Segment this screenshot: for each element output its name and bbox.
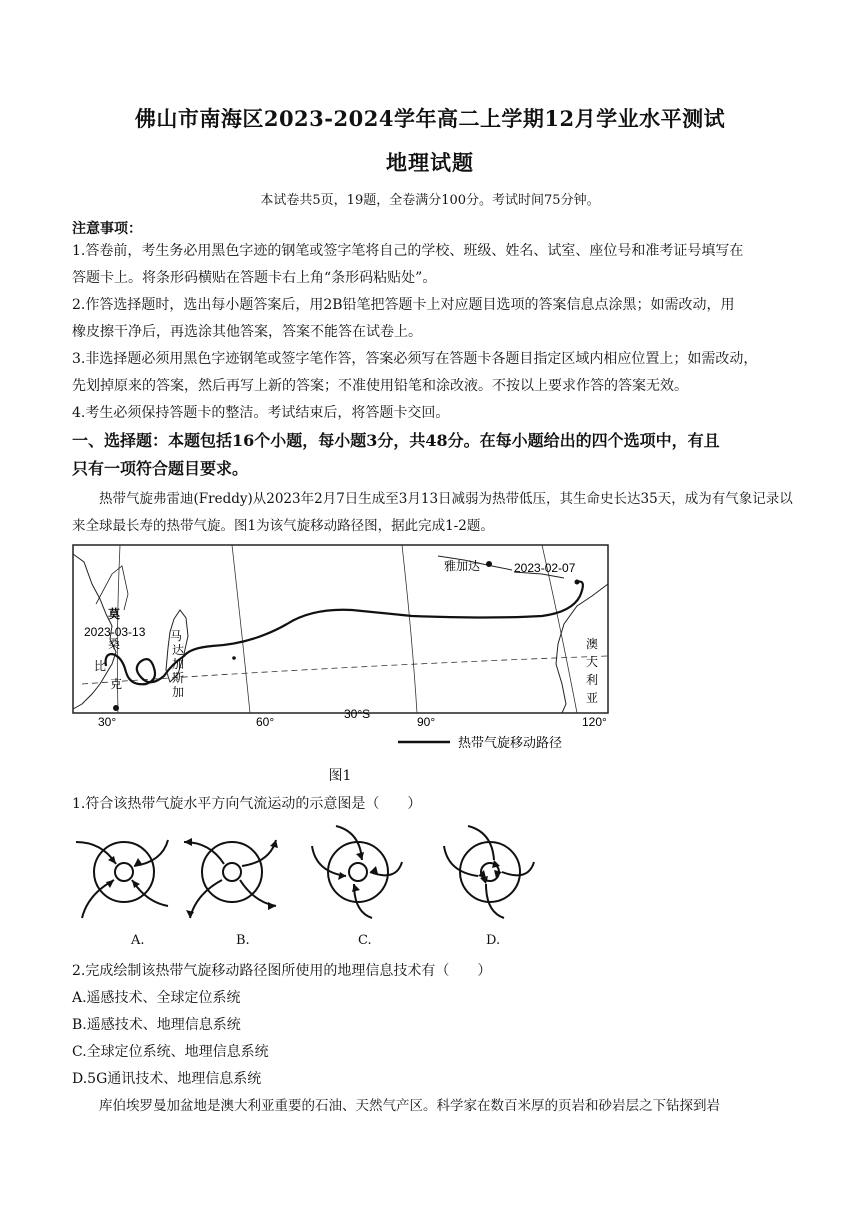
- label-madagascar: 加: [172, 685, 185, 699]
- label-mozambique: 比: [94, 659, 107, 673]
- label-lon-60: 60°: [256, 715, 275, 729]
- label-lat-30s: 30°S: [344, 707, 371, 721]
- notice-line: 2.作答选择题时，选出每小题答案后，用2B铅笔把答题卡上对应题目选项的答案信息点涂黑；如需改动，用: [72, 297, 735, 313]
- option-d-label: D.: [486, 933, 501, 948]
- option-d-diagram: [438, 822, 538, 922]
- label-madagascar: 达: [172, 643, 185, 657]
- label-lon-120: 120°: [582, 715, 607, 729]
- option-b-label: B.: [236, 933, 250, 948]
- notice-line: 1.答卷前，考生务必用黑色字迹的钢笔或签字笔将自己的学校、班级、姓名、试室、座位号和准考证号填写在: [72, 243, 744, 259]
- option-a-diagram: [72, 822, 172, 922]
- label-lon-30: 30°: [98, 715, 117, 729]
- figure-caption: 图1: [328, 768, 352, 784]
- notice-line: 3.非选择题必须用黑色字迹钢笔或签字笔作答，答案必须写在答题卡各题目指定区域内相应位置上；如需改动，: [72, 351, 758, 367]
- legend-label: 热带气旋移动路径: [458, 735, 563, 750]
- notice-heading: 注意事项：: [72, 221, 142, 237]
- section-heading-line1: 一、选择题：本题包括16个小题，每小题3分，共48分。在每小题给出的四个选项中，有且: [72, 431, 720, 450]
- question-2-option-b: B.遥感技术、地理信息系统: [72, 1017, 241, 1033]
- passage-freddy: 热带气旋弗雷迪(Freddy)从2023年2月7日生成至3月13日减弱为热带低压，其生命史长达35天，成为有气象记录以来全球最长寿的热带气旋。图1为该气旋移动路径图，据此完成1-2题。: [72, 491, 793, 534]
- label-jakarta: 雅加达: [444, 559, 481, 573]
- label-australia: 利: [586, 673, 599, 687]
- question-2-option-c: C.全球定位系统、地理信息系统: [72, 1044, 269, 1060]
- label-start-date: 2023-02-07: [514, 561, 576, 575]
- option-c-label: C.: [358, 933, 372, 948]
- question-1-stem: 1.符合该热带气旋水平方向气流运动的示意图是（ ）: [72, 796, 422, 812]
- question-2-option-a: A.遥感技术、全球定位系统: [72, 990, 241, 1006]
- passage-cooper-basin: 库伯埃罗曼加盆地是澳大利亚重要的石油、天然气产区。科学家在数百米厚的页岩和砂岩层之下钻探到岩: [99, 1098, 720, 1114]
- exam-meta: 本试卷共5页，19题，全卷满分100分。考试时间75分钟。: [260, 193, 600, 208]
- label-australia: 亚: [586, 691, 599, 705]
- question-2-option-d: D.5G通讯技术、地理信息系统: [72, 1071, 262, 1087]
- label-madagascar: 马: [170, 629, 183, 643]
- exam-subtitle: 地理试题: [386, 150, 474, 175]
- label-mozambique: 克: [110, 677, 123, 691]
- label-lon-90: 90°: [417, 715, 436, 729]
- label-end-date: 2023-03-13: [84, 625, 146, 639]
- question-2-stem: 2.完成绘制该热带气旋移动路径图所使用的地理信息技术有（ ）: [72, 963, 492, 979]
- option-a-label: A.: [131, 933, 145, 948]
- label-australia: 大: [586, 655, 599, 669]
- label-madagascar: 加: [172, 657, 185, 671]
- label-madagascar: 斯: [172, 671, 185, 685]
- exam-title: 佛山市南海区2023-2024学年高二上学期12月学业水平测试: [134, 106, 726, 131]
- option-c-diagram: [306, 822, 406, 922]
- notice-line: 4.考生必须保持答题卡的整洁。考试结束后，将答题卡交回。: [72, 405, 450, 421]
- section-heading-line2: 只有一项符合题目要求。: [72, 459, 249, 478]
- notice-line: 答题卡上。将条形码横贴在答题卡右上角“条形码粘贴处”。: [72, 270, 437, 286]
- label-australia: 澳: [586, 637, 599, 651]
- cyclone-track-map: [72, 544, 612, 760]
- label-mozambique: 莫: [108, 607, 121, 621]
- option-b-diagram: [180, 822, 280, 922]
- notice-line: 橡皮擦干净后，再选涂其他答案，答案不能答在试卷上。: [72, 324, 422, 340]
- notice-line: 先划掉原来的答案，然后再写上新的答案；不准使用铅笔和涂改液。不按以上要求作答的答案无效。: [72, 378, 688, 394]
- label-mozambique: 桑: [108, 637, 121, 651]
